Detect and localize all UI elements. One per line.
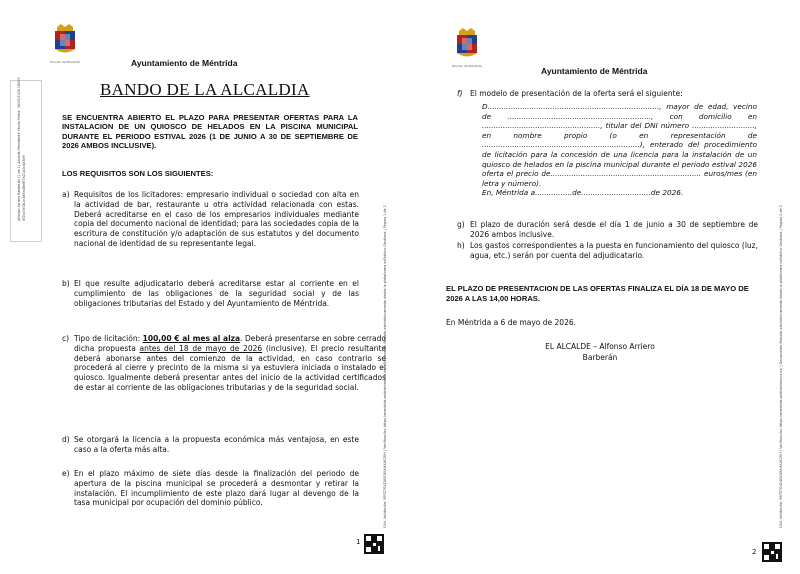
crest-caption: Escudo de Méntrida [452,64,482,68]
list-item-c [62,334,386,393]
offer-model-text: D.........................................................................., mayor de edad, vecino de .............................................................., con domicilio en ..................................................., titular del DNI número ..........................., en nombre propio (o en representación de ....................................................................), enterado del procedimiento de licitación para la concesión de una licencia para la instalación de un quiosco de helados en la piscina municipal durante el periodo estival 2026 oferta el precio de................................................................. euros/mes (en letra y número). [482,102,757,188]
validation-vertical-text: Cód. Validación: 99PZ7EXZ4GC6RAHXAY2RH | Verificación: https://mentrida.sedelectronica.es/ | Documento firmado electrónicamente desde la plataforma esPublico Gestiona | Página 1 de 2 [383,205,387,528]
signature-stamp-text: Alfonso Arriero Barberán (1 de 1) Alcalde-Presidente Fecha Firma: 06/05/2026 HASH: 5f2ca7e0b1c3d9a48e6f7a21b0c4d3e9 [17,77,26,221]
item-c-price: 100,00 € al mes al alza [142,334,241,343]
item-a-text: Requisitos de los licitadores: empresario individual o sociedad con alta en la actividad de bar, restaurante u otra actividad relacionada con estas. Deberá acreditarse en el caso de los empresarios individuales mediante copia del documento nacional de identidad; para las sociedades copia de la escritura de constitución y/o adaptación de sus estatutos y del documento nacional de identidad de su representante legal. [74,190,359,248]
crest-caption: Escudo de Méntrida [50,60,80,64]
item-f-text: El modelo de presentación de la oferta será el siguiente: [470,89,683,98]
validation-vertical-text-2: Cód. Validación: 99PZ7EXZ4GC6RAHXAY2RH | Verificación: https://mentrida.sedelectronica.es/ | Documento firmado electrónicamente desde la plataforma esPublico Gestiona | Página 2 de 2 [779,205,783,528]
header-ayuntamiento: Ayuntamiento de Méntrida [131,58,238,68]
offer-model-sign: En, Méntrida a................de..............................de 2026. [482,188,684,198]
requisitos-heading: LOS REQUISITOS SON LOS SIGUIENTES: [62,169,214,178]
crest-logo [454,28,480,64]
deadline-notice: EL PLAZO DE PRESENTACION DE LAS OFERTAS FINALIZA EL DÍA 18 DE MAYO DE 2026 A LAS 14,00 HORAS. [446,284,749,303]
item-h-text: Los gastos correspondientes a la puesta en funcionamiento del quiosco (luz, agua, etc.) serán por cuenta del adjudicatario. [470,241,758,260]
item-e-label: e) [62,469,70,478]
item-b-text: El que resulte adjudicatario deberá acreditarse estar al corriente en el cumplimiento de las obligaciones de la seguridad social y de las obligaciones tributarias del Estado y del Ayuntamiento de Méntrida. [74,279,359,308]
page-number: 1 [356,538,361,546]
item-c-pre: Tipo de licitación: [74,334,143,343]
signature-stamp-box [10,77,42,242]
offer-model [482,102,757,198]
item-g-label: g) [457,220,465,229]
qr-code [364,534,384,554]
item-c-label: c) [62,334,70,343]
item-h-label: h) [457,241,465,250]
list-item-f [457,89,760,99]
list-item-d [62,435,359,455]
item-e-text: En el plazo máximo de siete días desde la finalización del periodo de apertura de la piscina municipal se procederá a desmontar y retirar la instalación. El incumplimiento de este plazo dará lugar al devengo de la tasa municipal por ocupación del dominio público. [74,469,359,508]
list-item-g [457,220,758,240]
mayor-signature [530,341,670,363]
page-title: BANDO DE LA ALCALDIA [100,80,310,99]
crest-logo [52,24,78,60]
item-d-label: d) [62,435,70,444]
list-item-e [62,469,359,508]
item-c-mid: . Deberá presentarse en sobre cerrado dicha propuesta [74,334,386,353]
list-item-a [62,190,359,249]
item-b-label: b) [62,279,70,288]
page-number-2: 2 [752,548,757,556]
header-ayuntamiento-2: Ayuntamiento de Méntrida [541,66,648,76]
mayor-line-1: EL ALCALDE – Alfonso Arriero [545,342,655,351]
qr-code-2 [762,542,782,562]
list-item-b [62,279,359,308]
item-c-post: (inclusive). El precio resultante deberá abonarse antes del comienzo de la actividad, en caso contrario se procederá al cierre y precinto de la misma si ya estuviera iniciada o instalado el quiosco. Igualmente deberá presentar antes del inicio de la actividad certificados de estar al corriente de las obligaciones tributarias y de la seguridad social. [74,343,386,392]
item-c-date: antes del 18 de mayo de 2026 [139,343,263,353]
intro-text: SE ENCUENTRA ABIERTO EL PLAZO PARA PRESENTAR OFERTAS PARA LA INSTALACION DE UN QUIOSCO DE HELADOS EN LA PISCINA MUNICIPAL DURANTE EL PERIODO ESTIVAL 2026 (1 DE JUNIO A 30 DE SEPTIEMBRE DE 2026 AMBOS INCLUSIVE). [62,113,358,150]
list-item-h [457,241,758,261]
item-f-label: f) [457,89,463,98]
item-d-text: Se otorgará la licencia a la propuesta económica más ventajosa, en este caso a la oferta más alta. [74,435,359,454]
mayor-line-2: Barberán [582,353,618,362]
item-g-text: El plazo de duración será desde el día 1 de junio a 30 de septiembre de 2026 ambos inclusive. [470,220,758,239]
date-line: En Méntrida a 6 de mayo de 2026. [446,318,577,327]
item-a-label: a) [62,190,70,199]
